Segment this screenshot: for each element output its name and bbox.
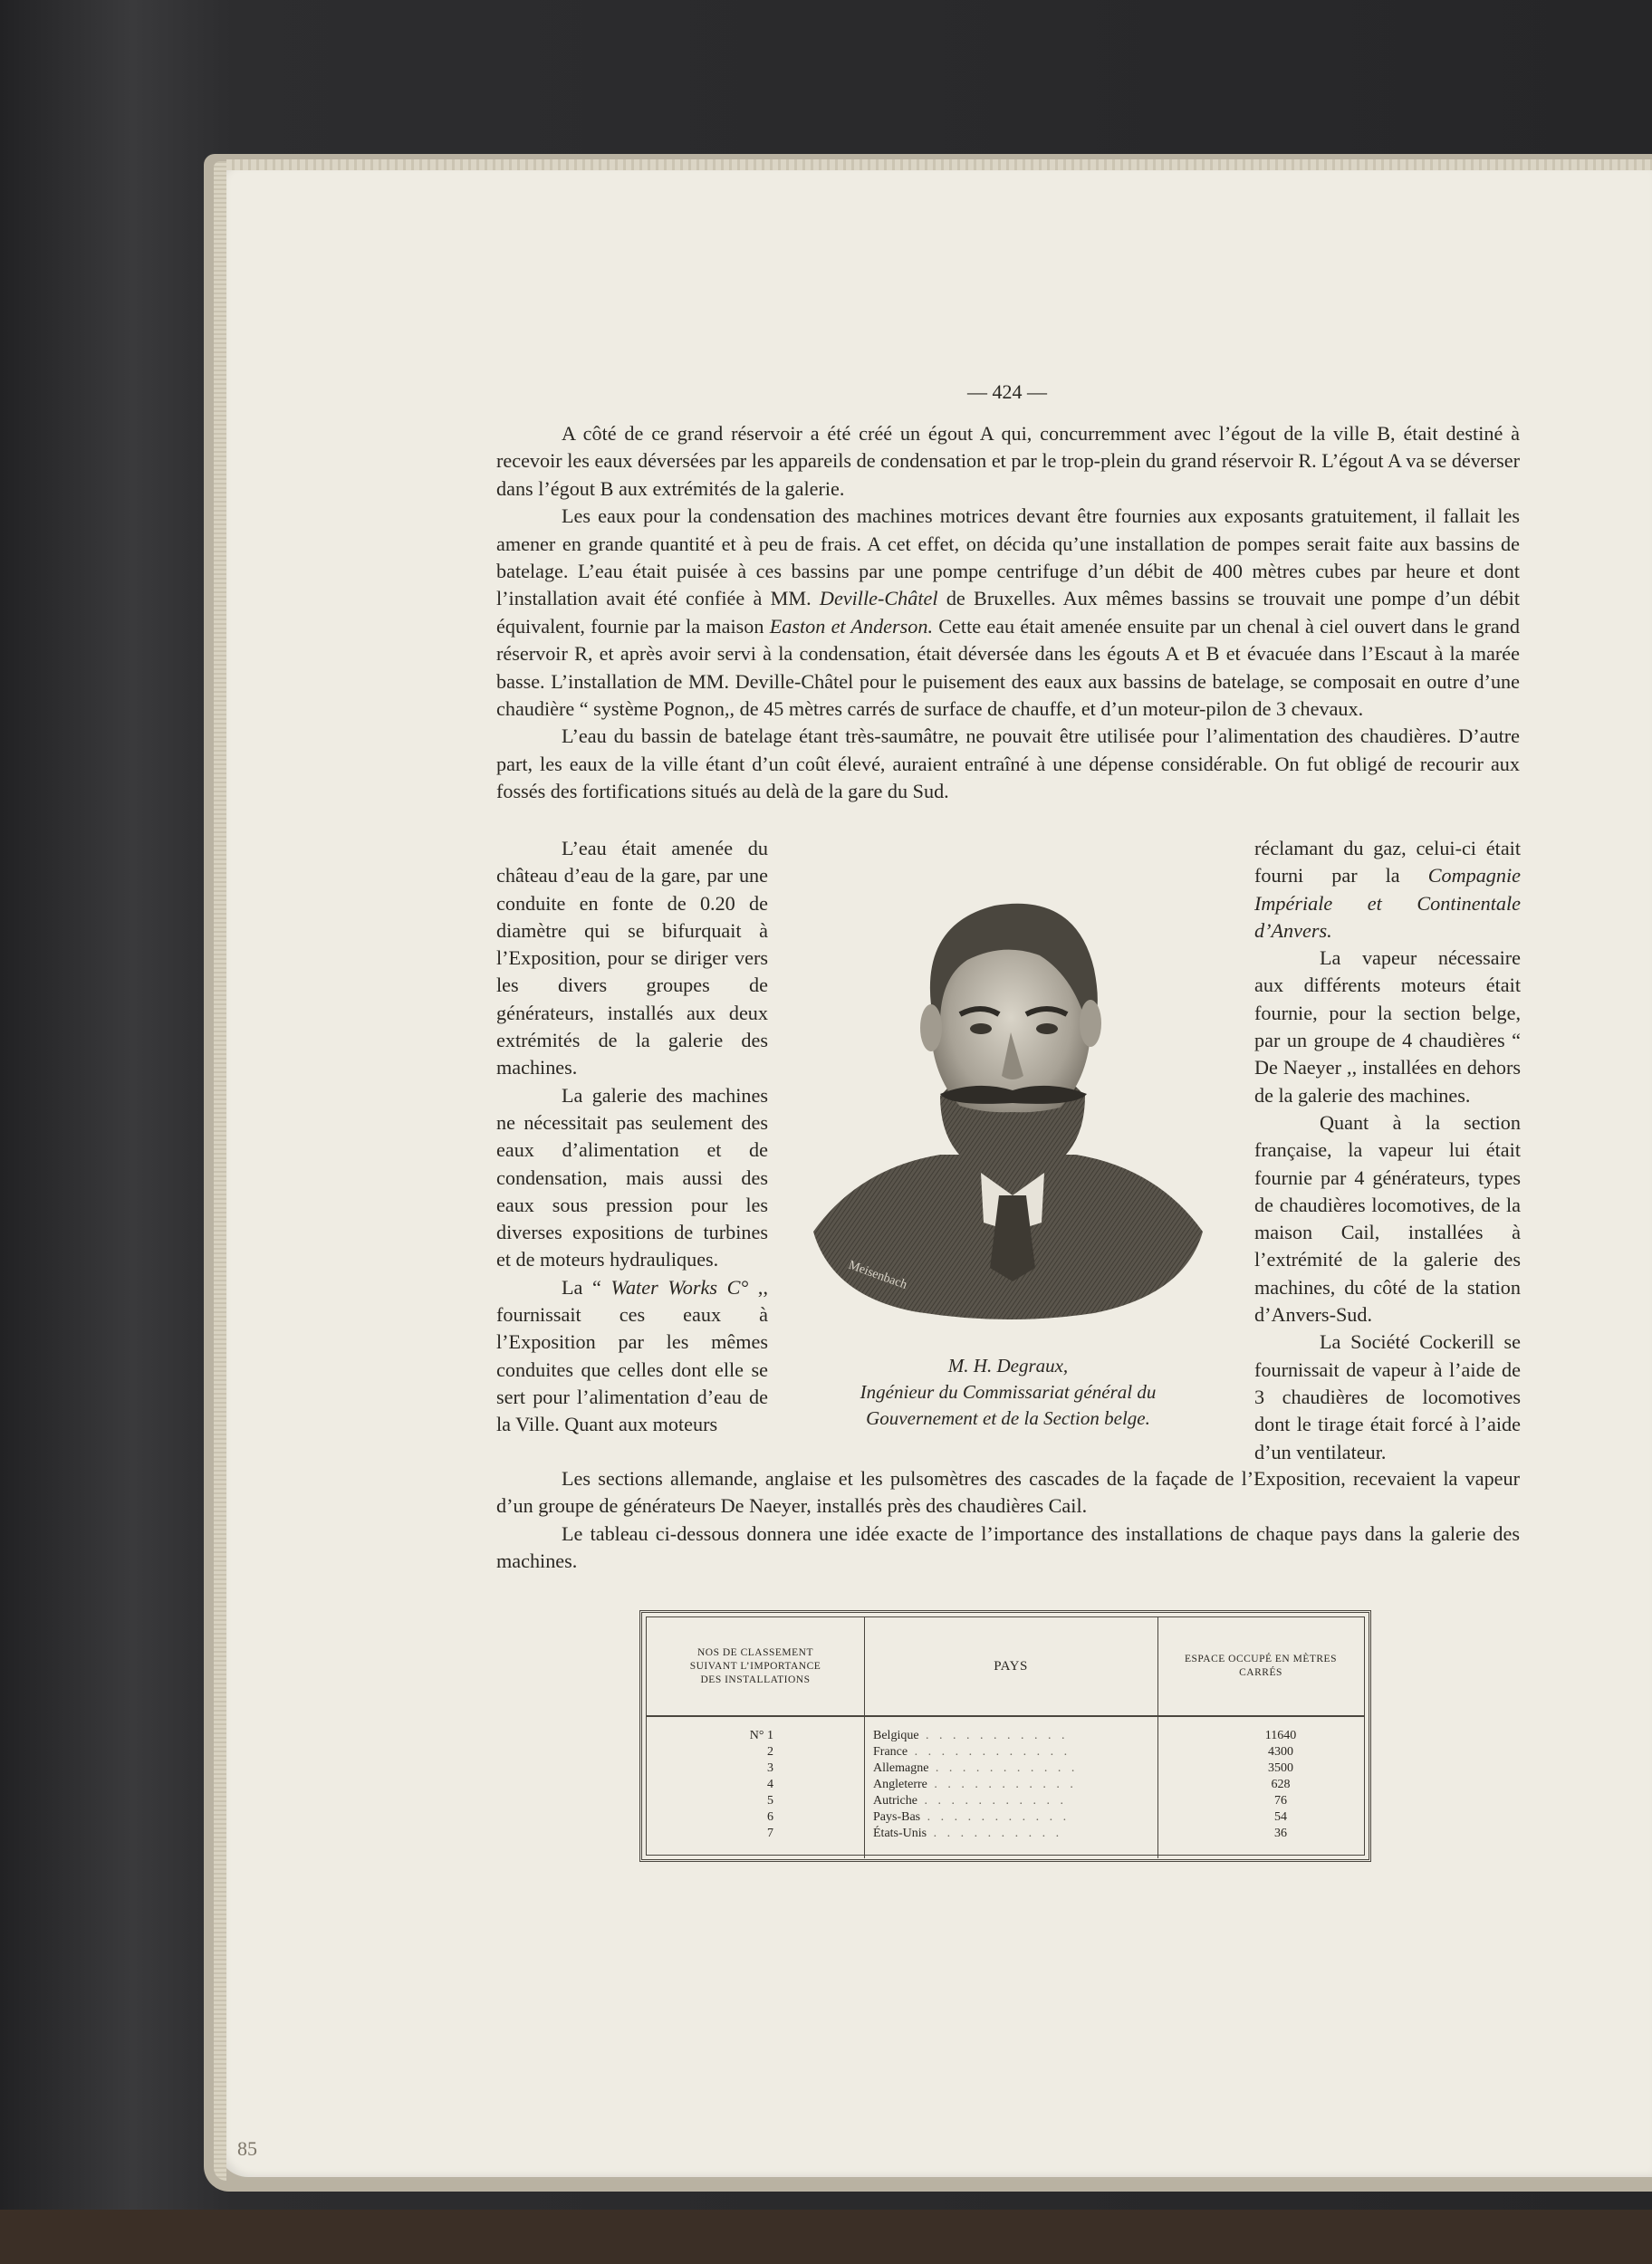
caption-name: M. H. Degraux, bbox=[947, 1355, 1069, 1377]
page-top-edge bbox=[226, 159, 1652, 170]
paragraph-1: A côté de ce grand réservoir a été créé un égout A qui, concurremment avec l’égout de la ville B, était destiné à recevoir les eaux déversées par les appareils de condensation et par le trop-plein du grand réservoir R. L’égout A va se déverser dans l’égout B aux extrémités de la galerie. bbox=[496, 422, 1520, 500]
page-number: — 424 — bbox=[967, 380, 1047, 403]
page-edge bbox=[214, 161, 226, 2181]
left-paragraph-1: L’eau était amenée du château d’eau de la gare, par une conduite en fonte de 0.20 de diamètre qui se bifurquait à l’Exposition, pour se diriger vers les divers groupes de générateurs, installés aux deux extrémités de la galerie des machines. bbox=[496, 837, 768, 1079]
right-paragraph-2: La vapeur nécessaire aux différents moteurs était fournie, pour la section belge, par un groupe de 4 chaudières “ De Naeyer ,, installées en dehors de la galerie des machines. bbox=[1254, 946, 1521, 1107]
caption-title-2: Gouvernement et de la Section belge. bbox=[866, 1407, 1150, 1429]
table-row: 4 Angleterre . . . . . . . . . . . 628 bbox=[767, 1778, 1291, 1791]
engraver-signature: Meisenbach bbox=[846, 1258, 909, 1292]
table-row: 6 Pays-Bas . . . . . . . . . . . 54 bbox=[767, 1810, 1287, 1824]
table-row: N° 1 Belgique . . . . . . . . . . . 11640 bbox=[749, 1729, 1297, 1742]
paragraph-5: Le tableau ci-dessous donnera une idée exacte de l’importance des installations de chaque pays dans la galerie des machines. bbox=[496, 1521, 1520, 1573]
closing-text bbox=[496, 1465, 1520, 1576]
right-paragraph-3: Quant à la section française, la vapeur lui était fournie par 4 générateurs, types de chaudières locomotives, de la maison Cail, installées à l’extrémité de la galerie des machines, du côté de la station d’Anvers-Sud. bbox=[1254, 1110, 1521, 1327]
table-surface bbox=[0, 2210, 1652, 2264]
header-divider bbox=[647, 1715, 1364, 1717]
table-row: 3 Allemagne . . . . . . . . . . . 3500 bbox=[767, 1761, 1293, 1775]
header-country: PAYS bbox=[994, 1658, 1028, 1674]
paragraph-2: Les eaux pour la condensation des machines motrices devant être fournies aux exposants gratuitement, il fallait les amener en grande quantité et à peu de frais. A cet effet, on décida qu’une installation de pompes serait faite aux bassins de batelage. L’eau était puisée à ces bassins par une pompe centrifuge d’un débit de 400 mètres cubes par heure et dont l’installation avait été confiée à MM. Deville-Châtel de Bruxelles. Aux mêmes bassins se trouvait une pompe d’un débit équivalent, fournie par la maison Easton et Anderson. Cette eau était amenée ensuite par un chenal à ciel ouvert dans le grand réservoir R, et après avoir servi à la condensation, était déversée dans les égouts A et B et évacuée dans l’Escaut à la marée basse. L’installation de MM. Deville-Châtel pour le puisement des eaux aux bassins de batelage, se composait en outre d’une chaudière “ système Pognon,, de 45 mètres carrés de surface de chauffe, et d’un moteur-pilon de 3 chevaux. bbox=[496, 504, 1520, 721]
portrait-caption bbox=[804, 1353, 1212, 1432]
left-paragraph-2: La galerie des machines ne nécessitait pas seulement des eaux d’alimentation et de condensation, mais aussi des eaux sous pression pour les diverses expositions de turbines et de moteurs hydrauliques. bbox=[496, 1083, 768, 1271]
right-paragraph-1: réclamant du gaz, celui-ci était fourni par la Compagnie Impériale et Continentale d’Anvers. bbox=[1254, 837, 1521, 942]
installations-table bbox=[639, 1610, 1371, 1862]
table-row: 7 États-Unis . . . . . . . . . . 36 bbox=[767, 1827, 1287, 1840]
left-column bbox=[496, 835, 768, 1439]
header-rank: NOS DE CLASSEMENT SUIVANT L’IMPORTANCE DES INSTALLATIONS bbox=[689, 1646, 821, 1685]
paragraph-4: Les sections allemande, anglaise et les pulsomètres des cascades de la façade de l’Exposition, recevaient la vapeur d’un groupe de générateurs De Naeyer, installés près des chaudières Cail. bbox=[496, 1467, 1520, 1518]
caption-title-1: Ingénieur du Commissariat général du bbox=[860, 1381, 1157, 1403]
intro-text bbox=[496, 420, 1520, 806]
paragraph-3: L’eau du bassin de batelage étant très-saumâtre, ne pouvait être utilisée pour l’alimentation des chaudières. D’autre part, les eaux de la ville étant d’un coût élevé, auraient entraîné à une dépense considérable. On fut obligé de recourir aux fossés des fortifications situés au delà de la gare du Sud. bbox=[496, 724, 1520, 803]
right-paragraph-4: La Société Cockerill se fournissait de vapeur à l’aide de 3 chaudières de locomotives dont le tirage était forcé à l’aide d’un ventilateur. bbox=[1254, 1330, 1521, 1463]
portrait-engraving bbox=[804, 869, 1212, 1324]
header-area: ESPACE OCCUPÉ EN MÈTRES CARRÉS bbox=[1185, 1654, 1337, 1678]
right-column bbox=[1254, 835, 1521, 1466]
table-row: 2 France . . . . . . . . . . . . 4300 bbox=[767, 1745, 1293, 1759]
table-body bbox=[647, 1728, 1364, 1842]
table-row: 5 Autriche . . . . . . . . . . . 76 bbox=[767, 1794, 1287, 1808]
left-paragraph-3: La “ Water Works C° ,, fournissait ces eaux à l’Exposition par les mêmes conduites que celles dont elle se sert pour l’alimentation d’eau de la Ville. Quant aux moteurs bbox=[496, 1275, 769, 1436]
corner-mark: 85 bbox=[237, 2137, 257, 2160]
